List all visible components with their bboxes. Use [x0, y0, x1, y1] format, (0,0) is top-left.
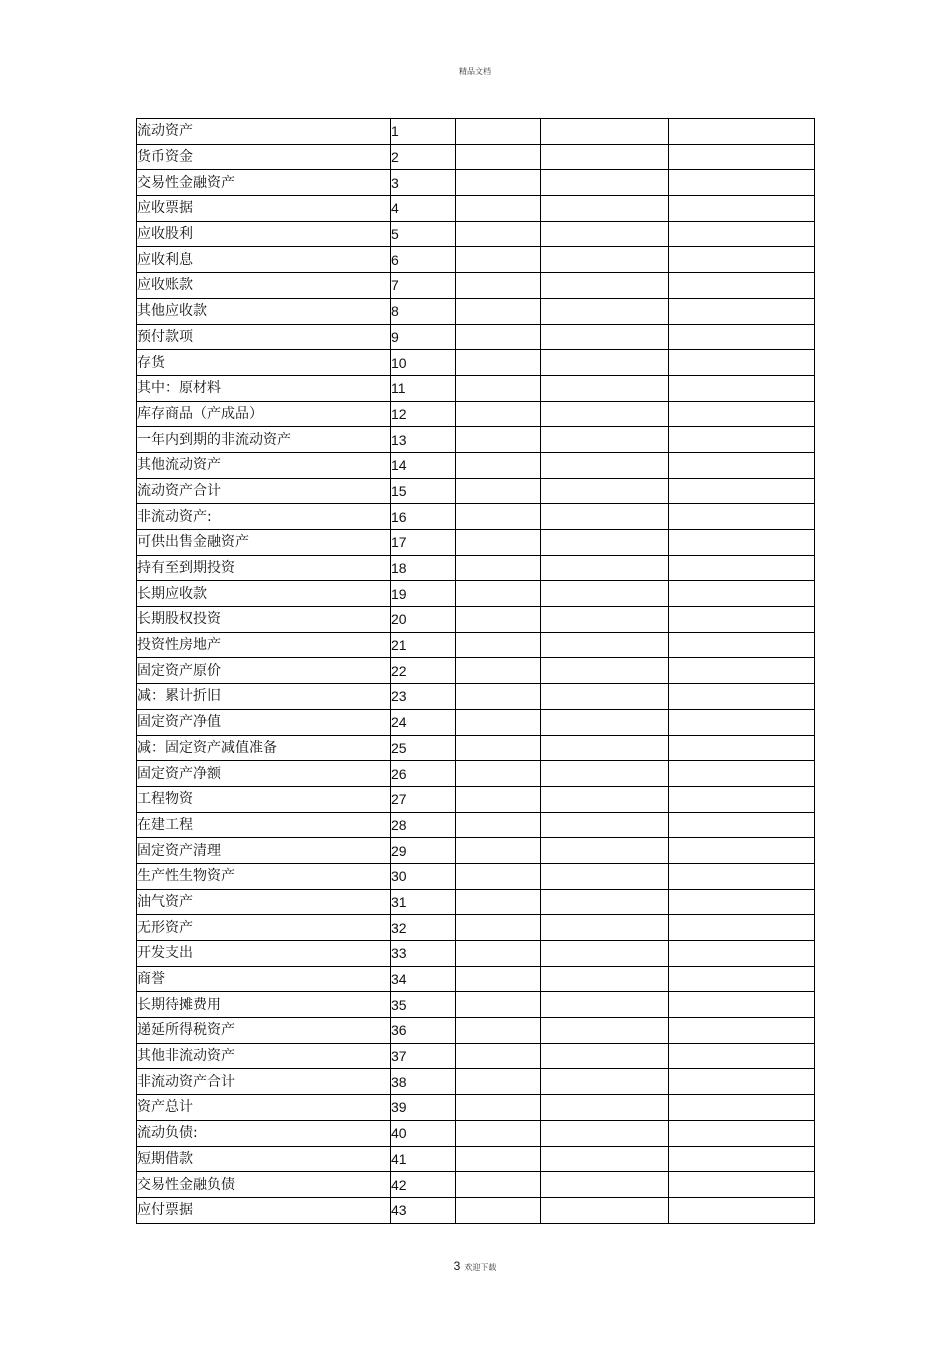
row-item-name: 减：固定资产减值准备: [137, 735, 391, 761]
row-line-number: 33: [391, 941, 456, 967]
row-line-number: 15: [391, 478, 456, 504]
empty-value-cell: [456, 1018, 541, 1044]
empty-value-cell: [456, 1120, 541, 1146]
footer-text: 欢迎下载: [464, 1263, 497, 1272]
empty-value-cell: [669, 915, 815, 941]
empty-value-cell: [541, 247, 669, 273]
empty-value-cell: [541, 324, 669, 350]
empty-value-cell: [669, 581, 815, 607]
empty-value-cell: [541, 375, 669, 401]
empty-value-cell: [669, 1069, 815, 1095]
empty-value-cell: [669, 452, 815, 478]
empty-value-cell: [669, 1146, 815, 1172]
row-line-number: 34: [391, 966, 456, 992]
empty-value-cell: [456, 273, 541, 299]
empty-value-cell: [669, 941, 815, 967]
empty-value-cell: [456, 1043, 541, 1069]
empty-value-cell: [456, 375, 541, 401]
empty-value-cell: [669, 761, 815, 787]
table-row: [137, 144, 815, 170]
row-line-number: 23: [391, 684, 456, 710]
row-line-number: 39: [391, 1095, 456, 1121]
empty-value-cell: [541, 684, 669, 710]
row-item-name: 持有至到期投资: [137, 555, 391, 581]
row-item-name: 固定资产清理: [137, 838, 391, 864]
row-item-name: 其他应收款: [137, 298, 391, 324]
empty-value-cell: [541, 1069, 669, 1095]
row-line-number: 28: [391, 812, 456, 838]
row-line-number: 24: [391, 709, 456, 735]
row-item-name: 其他流动资产: [137, 452, 391, 478]
empty-value-cell: [541, 350, 669, 376]
empty-value-cell: [541, 1197, 669, 1223]
row-line-number: 40: [391, 1120, 456, 1146]
row-line-number: 18: [391, 555, 456, 581]
empty-value-cell: [456, 709, 541, 735]
row-line-number: 29: [391, 838, 456, 864]
empty-value-cell: [541, 298, 669, 324]
row-line-number: 13: [391, 427, 456, 453]
empty-value-cell: [456, 684, 541, 710]
empty-value-cell: [669, 401, 815, 427]
empty-value-cell: [456, 735, 541, 761]
row-item-name: 无形资产: [137, 915, 391, 941]
empty-value-cell: [456, 941, 541, 967]
empty-value-cell: [456, 144, 541, 170]
row-item-name: 预付款项: [137, 324, 391, 350]
empty-value-cell: [669, 555, 815, 581]
row-line-number: 35: [391, 992, 456, 1018]
row-line-number: 16: [391, 504, 456, 530]
empty-value-cell: [541, 273, 669, 299]
row-item-name: 存货: [137, 350, 391, 376]
table-row: [137, 273, 815, 299]
empty-value-cell: [541, 863, 669, 889]
empty-value-cell: [541, 607, 669, 633]
empty-value-cell: [541, 478, 669, 504]
empty-value-cell: [669, 170, 815, 196]
empty-value-cell: [669, 504, 815, 530]
row-line-number: 43: [391, 1197, 456, 1223]
empty-value-cell: [456, 427, 541, 453]
empty-value-cell: [669, 298, 815, 324]
table-row: [137, 632, 815, 658]
table-row: [137, 196, 815, 222]
empty-value-cell: [669, 530, 815, 556]
row-item-name: 非流动资产合计: [137, 1069, 391, 1095]
empty-value-cell: [456, 324, 541, 350]
row-line-number: 22: [391, 658, 456, 684]
row-item-name: 在建工程: [137, 812, 391, 838]
table-row: [137, 1172, 815, 1198]
row-item-name: 工程物资: [137, 786, 391, 812]
table-row: [137, 555, 815, 581]
empty-value-cell: [541, 812, 669, 838]
row-line-number: 7: [391, 273, 456, 299]
empty-value-cell: [669, 658, 815, 684]
empty-value-cell: [669, 992, 815, 1018]
row-item-name: 应收利息: [137, 247, 391, 273]
row-line-number: 25: [391, 735, 456, 761]
row-line-number: 36: [391, 1018, 456, 1044]
table-row: [137, 119, 815, 145]
empty-value-cell: [456, 889, 541, 915]
row-item-name: 固定资产原价: [137, 658, 391, 684]
row-line-number: 8: [391, 298, 456, 324]
empty-value-cell: [541, 452, 669, 478]
empty-value-cell: [541, 530, 669, 556]
row-line-number: 14: [391, 452, 456, 478]
row-line-number: 41: [391, 1146, 456, 1172]
empty-value-cell: [541, 581, 669, 607]
table-row: [137, 889, 815, 915]
table-row: [137, 221, 815, 247]
empty-value-cell: [669, 684, 815, 710]
table-row: [137, 504, 815, 530]
row-item-name: 长期待摊费用: [137, 992, 391, 1018]
table-row: [137, 838, 815, 864]
empty-value-cell: [541, 1120, 669, 1146]
table-row: [137, 992, 815, 1018]
empty-value-cell: [456, 298, 541, 324]
table-row: [137, 709, 815, 735]
table-row: [137, 684, 815, 710]
row-item-name: 开发支出: [137, 941, 391, 967]
empty-value-cell: [669, 427, 815, 453]
row-item-name: 流动负债:: [137, 1120, 391, 1146]
empty-value-cell: [541, 504, 669, 530]
table-row: [137, 324, 815, 350]
empty-value-cell: [456, 992, 541, 1018]
empty-value-cell: [541, 658, 669, 684]
row-item-name: 长期股权投资: [137, 607, 391, 633]
table-row: [137, 401, 815, 427]
empty-value-cell: [669, 735, 815, 761]
table-row: [137, 1018, 815, 1044]
table-row: [137, 530, 815, 556]
empty-value-cell: [669, 812, 815, 838]
empty-value-cell: [456, 581, 541, 607]
table-row: [137, 1120, 815, 1146]
row-item-name: 应收股利: [137, 221, 391, 247]
row-item-name: 流动资产: [137, 119, 391, 145]
row-line-number: 11: [391, 375, 456, 401]
row-item-name: 递延所得税资产: [137, 1018, 391, 1044]
empty-value-cell: [541, 992, 669, 1018]
table-row: [137, 170, 815, 196]
empty-value-cell: [541, 632, 669, 658]
table-row: [137, 478, 815, 504]
empty-value-cell: [456, 1172, 541, 1198]
row-item-name: 交易性金融资产: [137, 170, 391, 196]
empty-value-cell: [669, 1095, 815, 1121]
empty-value-cell: [456, 170, 541, 196]
row-item-name: 固定资产净额: [137, 761, 391, 787]
empty-value-cell: [669, 863, 815, 889]
empty-value-cell: [669, 375, 815, 401]
row-line-number: 31: [391, 889, 456, 915]
empty-value-cell: [456, 1095, 541, 1121]
table-row: [137, 247, 815, 273]
balance-sheet-table: [136, 118, 815, 1224]
row-line-number: 37: [391, 1043, 456, 1069]
empty-value-cell: [456, 761, 541, 787]
row-line-number: 19: [391, 581, 456, 607]
table-row: [137, 1197, 815, 1223]
table-row: [137, 607, 815, 633]
row-item-name: 一年内到期的非流动资产: [137, 427, 391, 453]
row-item-name: 长期应收款: [137, 581, 391, 607]
page-footer: [0, 1259, 950, 1273]
row-line-number: 32: [391, 915, 456, 941]
empty-value-cell: [456, 221, 541, 247]
row-line-number: 27: [391, 786, 456, 812]
empty-value-cell: [669, 144, 815, 170]
empty-value-cell: [669, 119, 815, 145]
row-item-name: 其中：原材料: [137, 375, 391, 401]
row-item-name: 应付票据: [137, 1197, 391, 1223]
row-item-name: 生产性生物资产: [137, 863, 391, 889]
empty-value-cell: [669, 1018, 815, 1044]
row-item-name: 应收账款: [137, 273, 391, 299]
empty-value-cell: [541, 1043, 669, 1069]
table-row: [137, 915, 815, 941]
table-row: [137, 452, 815, 478]
empty-value-cell: [541, 761, 669, 787]
empty-value-cell: [669, 324, 815, 350]
empty-value-cell: [456, 401, 541, 427]
empty-value-cell: [541, 1018, 669, 1044]
empty-value-cell: [456, 1146, 541, 1172]
row-item-name: 应收票据: [137, 196, 391, 222]
empty-value-cell: [669, 889, 815, 915]
row-line-number: 3: [391, 170, 456, 196]
row-line-number: 30: [391, 863, 456, 889]
table-row: [137, 298, 815, 324]
empty-value-cell: [456, 478, 541, 504]
empty-value-cell: [456, 607, 541, 633]
empty-value-cell: [456, 247, 541, 273]
row-item-name: 商誉: [137, 966, 391, 992]
row-item-name: 非流动资产:: [137, 504, 391, 530]
table-row: [137, 1095, 815, 1121]
table-row: [137, 350, 815, 376]
row-item-name: 固定资产净值: [137, 709, 391, 735]
empty-value-cell: [456, 966, 541, 992]
empty-value-cell: [669, 1172, 815, 1198]
row-line-number: 2: [391, 144, 456, 170]
empty-value-cell: [669, 607, 815, 633]
empty-value-cell: [541, 196, 669, 222]
row-item-name: 可供出售金融资产: [137, 530, 391, 556]
table-body: [137, 119, 815, 1224]
empty-value-cell: [456, 452, 541, 478]
row-line-number: 21: [391, 632, 456, 658]
empty-value-cell: [541, 709, 669, 735]
table-row: [137, 735, 815, 761]
empty-value-cell: [669, 709, 815, 735]
empty-value-cell: [541, 170, 669, 196]
empty-value-cell: [541, 555, 669, 581]
empty-value-cell: [456, 1197, 541, 1223]
table-row: [137, 1146, 815, 1172]
row-line-number: 10: [391, 350, 456, 376]
empty-value-cell: [669, 1120, 815, 1146]
table-row: [137, 786, 815, 812]
page-header: 精品文档: [459, 67, 491, 76]
empty-value-cell: [541, 221, 669, 247]
empty-value-cell: [669, 1043, 815, 1069]
row-item-name: 投资性房地产: [137, 632, 391, 658]
row-line-number: 1: [391, 119, 456, 145]
empty-value-cell: [456, 658, 541, 684]
table-row: [137, 1043, 815, 1069]
empty-value-cell: [669, 350, 815, 376]
page-number: 3: [453, 1259, 461, 1273]
row-line-number: 26: [391, 761, 456, 787]
row-line-number: 9: [391, 324, 456, 350]
empty-value-cell: [669, 221, 815, 247]
empty-value-cell: [541, 144, 669, 170]
row-item-name: 其他非流动资产: [137, 1043, 391, 1069]
empty-value-cell: [669, 786, 815, 812]
row-line-number: 4: [391, 196, 456, 222]
row-item-name: 交易性金融负债: [137, 1172, 391, 1198]
empty-value-cell: [541, 1095, 669, 1121]
empty-value-cell: [669, 478, 815, 504]
table-row: [137, 812, 815, 838]
row-line-number: 38: [391, 1069, 456, 1095]
row-line-number: 20: [391, 607, 456, 633]
empty-value-cell: [456, 119, 541, 145]
empty-value-cell: [456, 812, 541, 838]
empty-value-cell: [456, 530, 541, 556]
empty-value-cell: [669, 632, 815, 658]
row-line-number: 6: [391, 247, 456, 273]
empty-value-cell: [456, 632, 541, 658]
row-item-name: 货币资金: [137, 144, 391, 170]
row-item-name: 库存商品（产成品）: [137, 401, 391, 427]
empty-value-cell: [669, 966, 815, 992]
table-row: [137, 427, 815, 453]
table-row: [137, 658, 815, 684]
empty-value-cell: [541, 735, 669, 761]
empty-value-cell: [541, 966, 669, 992]
empty-value-cell: [456, 555, 541, 581]
empty-value-cell: [456, 838, 541, 864]
empty-value-cell: [456, 196, 541, 222]
table-row: [137, 966, 815, 992]
row-line-number: 42: [391, 1172, 456, 1198]
empty-value-cell: [669, 196, 815, 222]
empty-value-cell: [541, 1146, 669, 1172]
table-row: [137, 1069, 815, 1095]
empty-value-cell: [541, 401, 669, 427]
table-row: [137, 761, 815, 787]
empty-value-cell: [669, 838, 815, 864]
empty-value-cell: [541, 941, 669, 967]
empty-value-cell: [456, 863, 541, 889]
empty-value-cell: [669, 1197, 815, 1223]
table-row: [137, 863, 815, 889]
table-row: [137, 941, 815, 967]
row-item-name: 油气资产: [137, 889, 391, 915]
row-line-number: 17: [391, 530, 456, 556]
empty-value-cell: [456, 915, 541, 941]
empty-value-cell: [541, 786, 669, 812]
table-row: [137, 581, 815, 607]
row-item-name: 资产总计: [137, 1095, 391, 1121]
row-item-name: 短期借款: [137, 1146, 391, 1172]
table-row: [137, 375, 815, 401]
row-item-name: 减：累计折旧: [137, 684, 391, 710]
empty-value-cell: [541, 889, 669, 915]
empty-value-cell: [541, 119, 669, 145]
empty-value-cell: [456, 350, 541, 376]
empty-value-cell: [541, 427, 669, 453]
empty-value-cell: [541, 1172, 669, 1198]
empty-value-cell: [669, 273, 815, 299]
empty-value-cell: [456, 1069, 541, 1095]
empty-value-cell: [541, 838, 669, 864]
empty-value-cell: [456, 786, 541, 812]
row-item-name: 流动资产合计: [137, 478, 391, 504]
empty-value-cell: [669, 247, 815, 273]
row-line-number: 5: [391, 221, 456, 247]
empty-value-cell: [541, 915, 669, 941]
empty-value-cell: [456, 504, 541, 530]
row-line-number: 12: [391, 401, 456, 427]
